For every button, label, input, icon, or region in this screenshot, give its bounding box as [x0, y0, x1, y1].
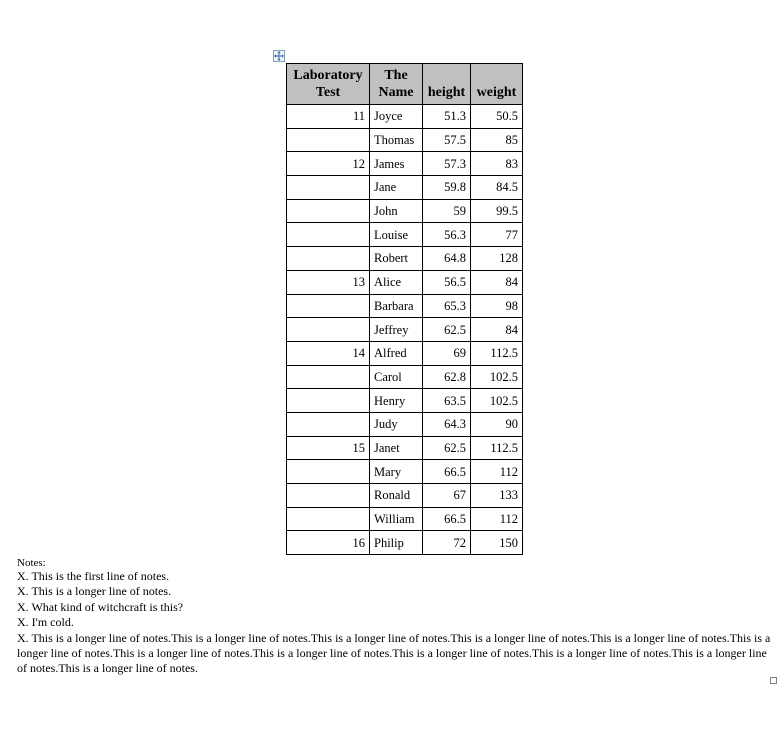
cell-weight: 112 [471, 507, 523, 531]
table-row [287, 507, 523, 531]
notes-line: X. This is a longer line of notes. [17, 584, 172, 599]
table-row [287, 105, 523, 129]
cell-height: 59.8 [423, 176, 471, 200]
notes-line: X. What kind of witchcraft is this? [17, 599, 184, 614]
cell-weight: 90 [471, 412, 523, 436]
cell-height: 62.5 [423, 318, 471, 342]
cell-height: 66.5 [423, 507, 471, 531]
cell-height: 65.3 [423, 294, 471, 318]
cell-weight: 102.5 [471, 389, 523, 413]
cell-weight: 128 [471, 247, 523, 271]
table-row [287, 412, 523, 436]
header-weight: weight [471, 64, 523, 105]
table-row [287, 365, 523, 389]
cell-test: 15 [287, 436, 370, 460]
table-row [287, 294, 523, 318]
cell-height: 57.5 [423, 128, 471, 152]
cell-name: Alfred [370, 341, 423, 365]
cell-weight: 77 [471, 223, 523, 247]
cell-weight: 84 [471, 318, 523, 342]
cell-height: 59 [423, 199, 471, 223]
header-height: height [423, 64, 471, 105]
cell-test [287, 507, 370, 531]
cell-name: Henry [370, 389, 423, 413]
cell-name: Alice [370, 270, 423, 294]
table-row [287, 176, 523, 200]
cell-name: Philip [370, 531, 423, 555]
cell-name: William [370, 507, 423, 531]
cell-test: 13 [287, 270, 370, 294]
table-row [287, 436, 523, 460]
table-row [287, 460, 523, 484]
cell-test [287, 247, 370, 271]
cell-name: Janet [370, 436, 423, 460]
cell-height: 69 [423, 341, 471, 365]
header-laboratory-test [287, 64, 370, 105]
header-test-line2: Test [315, 85, 341, 100]
table-row [287, 270, 523, 294]
cell-name: Ronald [370, 484, 423, 508]
notes-line: X. This is a longer line of notes.This is a longer line of notes.This is a longer line of notes.This is a longer line of notes.This is a longer line of notes.This is a longer line of notes.This is a longer line of notes.This is a longer line of notes.This is a longer line of notes.This is a longer line of notes.This is a longer line of notes.This is a longer line of notes. [17, 630, 771, 676]
header-the-name [370, 64, 423, 105]
cell-weight: 84 [471, 270, 523, 294]
cell-test [287, 294, 370, 318]
cell-name: Jeffrey [370, 318, 423, 342]
cell-test: 16 [287, 531, 370, 555]
cell-weight: 85 [471, 128, 523, 152]
header-name-line1: The [384, 68, 408, 83]
table-row [287, 341, 523, 365]
cell-weight: 50.5 [471, 105, 523, 129]
cell-height: 63.5 [423, 389, 471, 413]
cell-height: 62.5 [423, 436, 471, 460]
cell-test [287, 389, 370, 413]
cell-test: 11 [287, 105, 370, 129]
notes-line: X. This is the first line of notes. [17, 569, 170, 583]
cell-height: 56.3 [423, 223, 471, 247]
cell-name: John [370, 199, 423, 223]
table-header-row [287, 64, 523, 105]
notes-section [17, 557, 777, 677]
table-row [287, 223, 523, 247]
cell-test [287, 484, 370, 508]
table-row [287, 531, 523, 555]
cell-weight: 84.5 [471, 176, 523, 200]
cell-height: 72 [423, 531, 471, 555]
cell-name: Jane [370, 176, 423, 200]
cell-name: Joyce [370, 105, 423, 129]
cell-test [287, 365, 370, 389]
cell-height: 64.8 [423, 247, 471, 271]
table-row [287, 484, 523, 508]
cell-height: 56.5 [423, 270, 471, 294]
cell-weight: 99.5 [471, 199, 523, 223]
cell-name: Judy [370, 412, 423, 436]
cell-name: Barbara [370, 294, 423, 318]
cell-weight: 112.5 [471, 341, 523, 365]
cell-test: 14 [287, 341, 370, 365]
table-move-handle-icon[interactable] [273, 50, 285, 62]
cell-name: Carol [370, 365, 423, 389]
cell-test [287, 318, 370, 342]
cell-test [287, 412, 370, 436]
cell-test [287, 199, 370, 223]
header-test-line1: Laboratory [293, 68, 363, 83]
cell-height: 57.3 [423, 152, 471, 176]
cell-height: 62.8 [423, 365, 471, 389]
resize-square-icon[interactable] [770, 677, 777, 684]
data-table [286, 63, 523, 555]
cell-test [287, 223, 370, 247]
cell-test [287, 128, 370, 152]
notes-header: Notes: [17, 557, 46, 569]
table-row [287, 318, 523, 342]
cell-weight: 102.5 [471, 365, 523, 389]
cell-height: 51.3 [423, 105, 471, 129]
cell-weight: 112 [471, 460, 523, 484]
cell-height: 66.5 [423, 460, 471, 484]
cell-name: Robert [370, 247, 423, 271]
table-row [287, 199, 523, 223]
cell-name: James [370, 152, 423, 176]
cell-test [287, 176, 370, 200]
table-row [287, 247, 523, 271]
table-row [287, 152, 523, 176]
table-row [287, 128, 523, 152]
table-row [287, 389, 523, 413]
header-name-line2: Name [378, 85, 414, 100]
cell-name: Mary [370, 460, 423, 484]
cell-weight: 133 [471, 484, 523, 508]
cell-height: 67 [423, 484, 471, 508]
cell-weight: 83 [471, 152, 523, 176]
cell-weight: 150 [471, 531, 523, 555]
cell-test [287, 460, 370, 484]
cell-weight: 112.5 [471, 436, 523, 460]
notes-line: X. I'm cold. [17, 615, 74, 630]
cell-height: 64.3 [423, 412, 471, 436]
cell-name: Louise [370, 223, 423, 247]
cell-name: Thomas [370, 128, 423, 152]
cell-weight: 98 [471, 294, 523, 318]
cell-test: 12 [287, 152, 370, 176]
